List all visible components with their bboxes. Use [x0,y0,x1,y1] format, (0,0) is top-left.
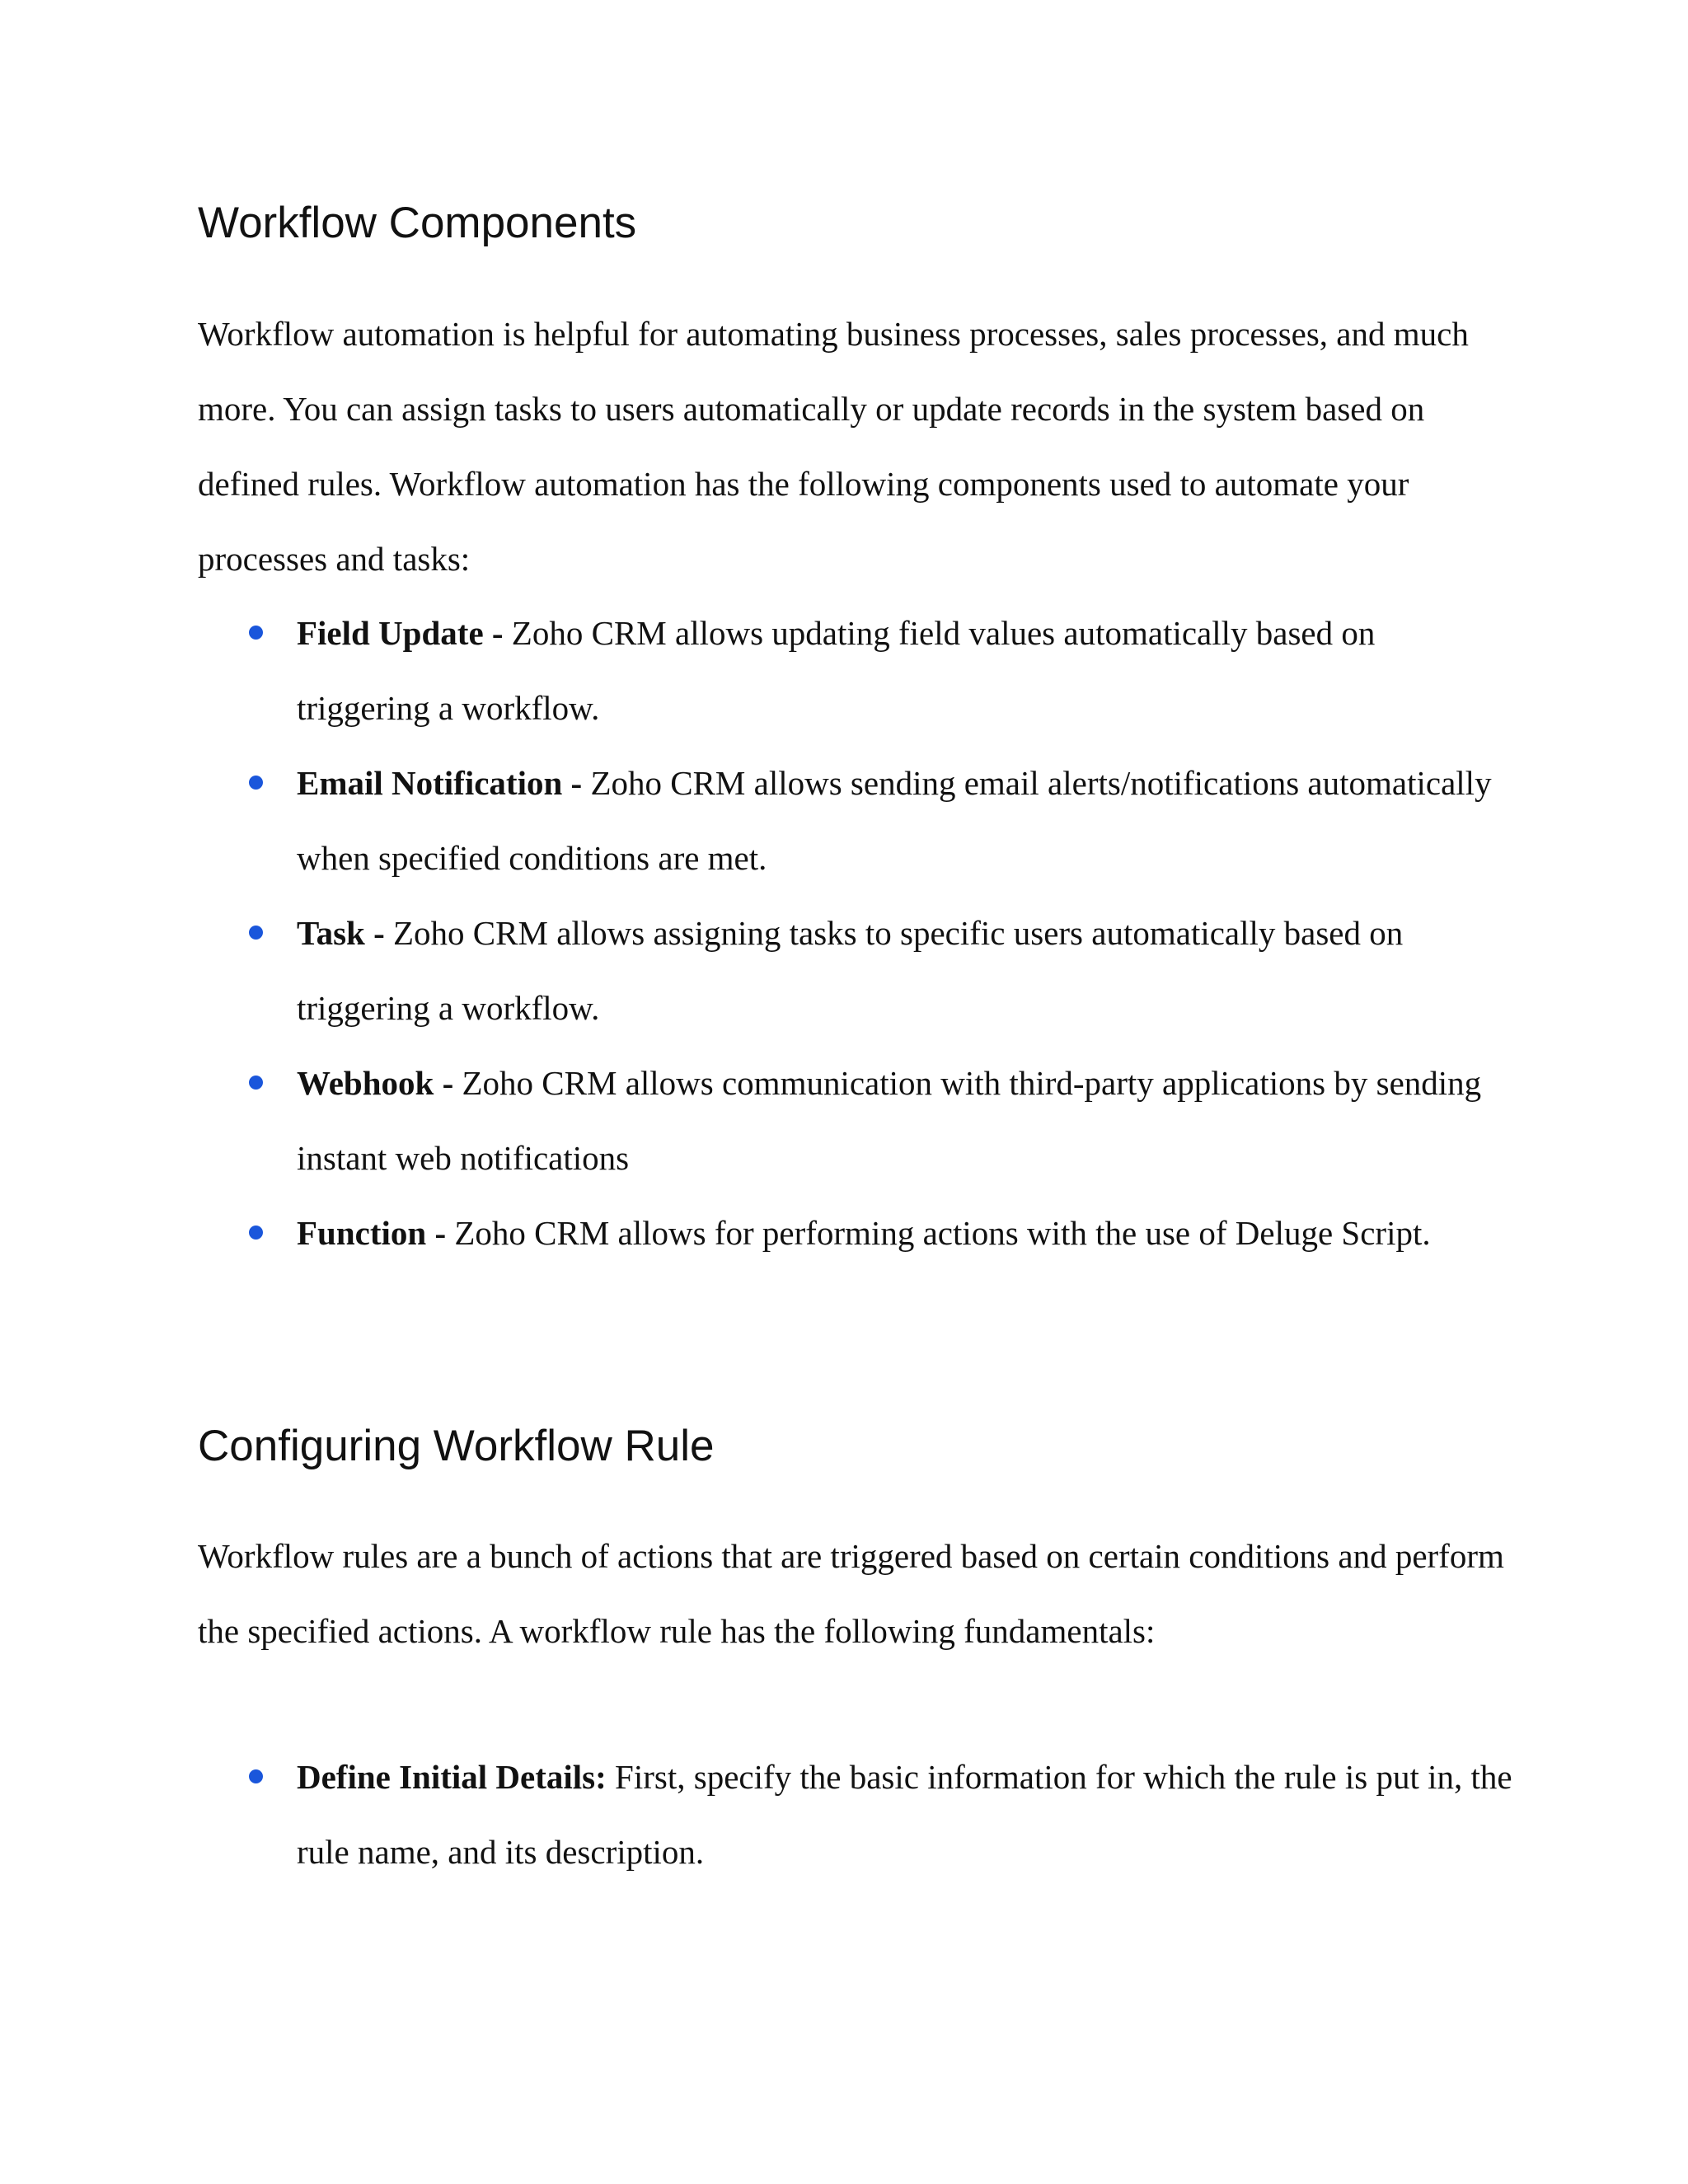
bullet-icon [249,626,263,640]
list-item [198,596,1517,746]
item-text: Zoho CRM allows updating field values automatically based on triggering a workflow. [297,614,1376,727]
list-item [198,1740,1517,1890]
intro-paragraph-configuring: Workflow rules are a bunch of actions that are triggered based on certain conditions and perform the specified actions. A workflow rule has the following fundamentals: [198,1537,1504,1650]
item-text: Zoho CRM allows communication with third-party applications by sending instant web notifications [297,1064,1482,1177]
intro-paragraph-components: Workflow automation is helpful for automating business processes, sales processes, and much more. You can assign tasks to users automatically or update records in the system based on defined rules. Workflow automation has the following components used to automate your processes and tasks: [198,315,1469,578]
bullet-icon [249,776,263,790]
item-text: Zoho CRM allows sending email alerts/notifications automatically when specified conditions are met. [297,764,1492,877]
list-item [198,746,1517,896]
item-term: Webhook - [297,1064,454,1102]
item-term: Task - [297,914,385,952]
item-text: First, specify the basic information for which the rule is put in, the rule name, and its description. [297,1758,1512,1871]
bullet-icon [249,1226,263,1240]
section-heading-configuring-workflow-rule: Configuring Workflow Rule [198,1422,715,1470]
item-term: Function - [297,1214,447,1252]
bullet-icon [249,926,263,940]
fundamentals-list [198,1740,1517,1890]
item-term: Email Notification - [297,764,583,802]
item-term: Define Initial Details: [297,1758,607,1796]
list-item [198,896,1517,1046]
bullet-icon [249,1769,263,1783]
section-heading-workflow-components: Workflow Components [198,199,637,247]
list-item [198,1046,1517,1196]
list-item [198,1196,1517,1271]
components-list [198,596,1517,1271]
bullet-icon [249,1076,263,1090]
item-text: Zoho CRM allows for performing actions with the use of Deluge Script. [446,1214,1431,1252]
item-term: Field Update - [297,614,504,652]
item-text: Zoho CRM allows assigning tasks to specific users automatically based on triggering a workflow. [297,914,1404,1027]
